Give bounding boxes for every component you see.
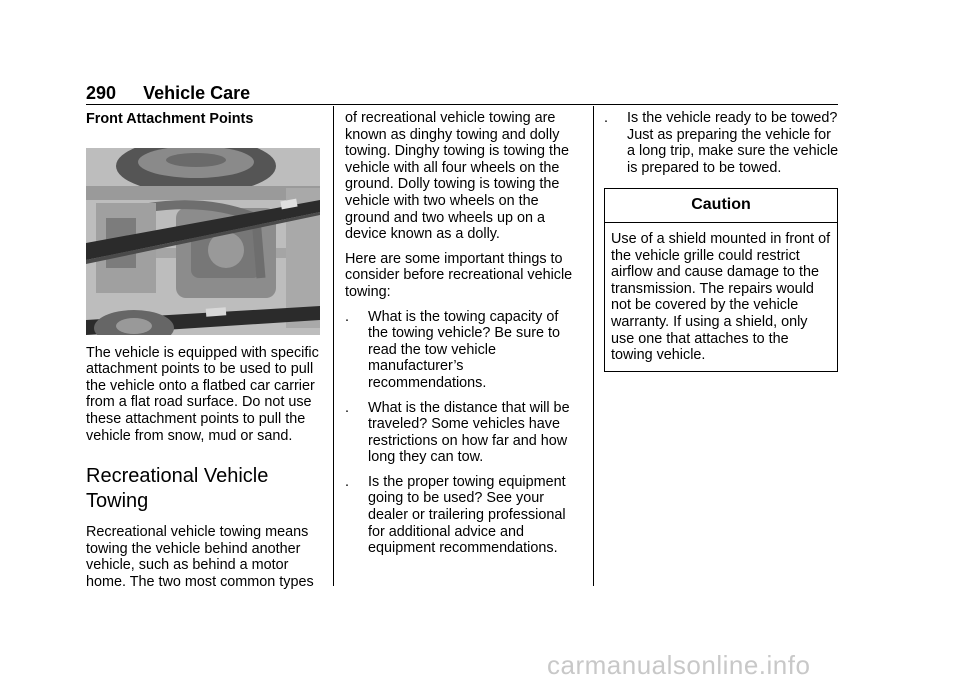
- column-divider-2: [593, 106, 594, 586]
- bullet-text: Is the vehicle ready to be towed? Just as preparing the vehicle for a long trip, make sure the vehicle is prepared to be towed.: [627, 110, 839, 176]
- tow-strap-underbody-photo-icon: [86, 148, 320, 335]
- front-attachment-heading: Front Attachment Points: [86, 111, 254, 127]
- caution-box: [604, 188, 838, 371]
- bullet-text: Is the proper towing equipment going to be used? See your dealer or trailering professional for additional advice and equipment recommendations.: [368, 473, 566, 557]
- column-3: [604, 106, 840, 372]
- considerations-paragraph: Here are some important things to consider before recreational vehicle towing:: [345, 250, 573, 300]
- column-2: [345, 106, 579, 565]
- caution-title: Caution: [605, 189, 837, 223]
- list-item: [345, 309, 579, 392]
- list-item: [345, 474, 579, 557]
- bullet-mark: .: [604, 110, 608, 126]
- towing-types-paragraph: of recreational vehicle towing are known as dinghy towing and dolly towing. Dinghy towing is towing the vehicle with all four wheels on the ground. Dolly towing is towing the vehicle with two wheels on the ground and two wheels up on a device known as a dolly.: [345, 110, 569, 243]
- page-number: 290: [86, 83, 117, 103]
- section-title: [86, 464, 322, 514]
- bullet-mark: .: [345, 308, 349, 325]
- column-divider-1: [333, 106, 334, 586]
- rv-towing-paragraph: Recreational vehicle towing means towing the vehicle behind another vehicle, such as behind a motor home. The two most common types: [86, 524, 314, 590]
- bullet-mark: .: [345, 399, 349, 416]
- section-name: Vehicle Care: [143, 83, 251, 103]
- watermark: carmanualsonline.info: [547, 650, 811, 680]
- section-title-line-1: Recreational Vehicle: [86, 465, 269, 488]
- caution-text: Use of a shield mounted in front of the vehicle grille could restrict airflow and cause damage to the transmission. The repairs would not be covered by the vehicle warranty. If using a shield, only use one that attaches to the towing vehicle.: [611, 230, 831, 364]
- section-title-line-2: Towing: [86, 490, 149, 513]
- list-item: [345, 400, 579, 466]
- bullet-mark: .: [345, 473, 349, 490]
- page-header: [86, 82, 250, 104]
- header-rule: [86, 104, 838, 105]
- bullet-text: What is the towing capacity of the towing vehicle? Be sure to read the tow vehicle manufacturer’s recommendations.: [368, 308, 560, 391]
- column-1: [86, 106, 322, 599]
- attachment-paragraph: The vehicle is equipped with specific attachment points to be used to pull the vehicle onto a flatbed car carrier from a flat road surface. Do not use these attachment points to pull the vehicle from snow, mud or sand.: [86, 344, 319, 444]
- bullet-text: What is the distance that will be traveled? Some vehicles have restrictions on how far and how long they can tow.: [368, 399, 570, 466]
- list-item: [604, 110, 840, 176]
